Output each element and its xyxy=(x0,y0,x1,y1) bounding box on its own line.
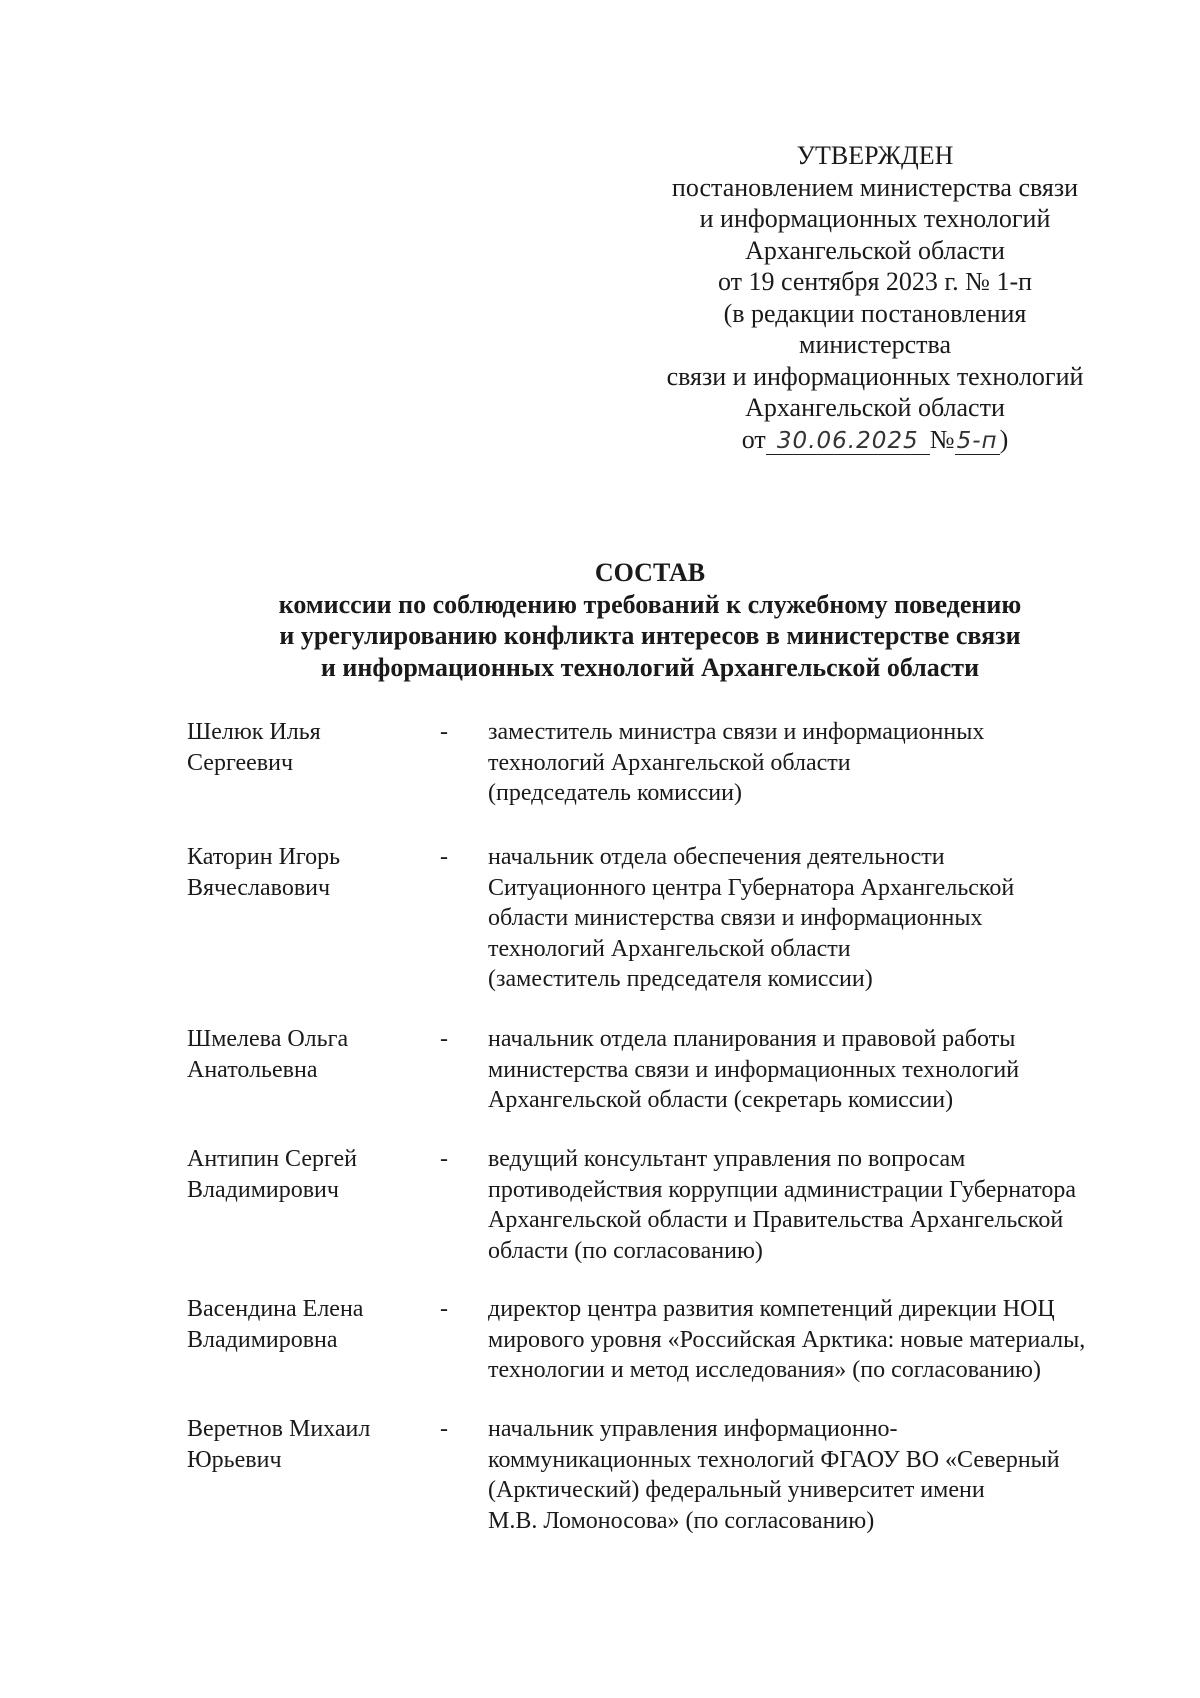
title-main: СОСТАВ xyxy=(594,558,706,587)
member-role: начальник отдела планирования и правовой работы министерства связи и информационных технологий Архангельской области (секретарь комиссии) xyxy=(488,1026,1020,1113)
document-title xyxy=(150,557,1150,683)
member-role: директор центра развития компетенций дирекции НОЦ мирового уровня «Российская Арктика: новые материалы, технологии и метод исследования» (по согласованию) xyxy=(488,1296,1086,1383)
approval-line: от 19 сентября 2023 г. № 1-п xyxy=(717,267,1033,296)
approval-line: (в редакции постановления xyxy=(723,298,1027,328)
title-line: комиссии по соблюдению требований к служебному поведению xyxy=(278,589,1022,619)
member-name: Шмелева Ольга Анатольевна xyxy=(187,1026,349,1083)
member-name: Веретнов Михаил Юрьевич xyxy=(187,1416,371,1473)
member-name: Каторин Игорь Вячеславович xyxy=(187,844,341,901)
member-dash: - xyxy=(440,1296,448,1322)
member-dash: - xyxy=(440,844,448,870)
approval-line: Архангельской области xyxy=(745,235,1005,265)
member-name: Васендина Елена Владимировна xyxy=(187,1296,364,1353)
title-line: и информационных технологий Архангельской области xyxy=(320,652,980,682)
closing-paren: ) xyxy=(999,424,1009,454)
approval-line: связи и информационных технологий xyxy=(666,361,1084,391)
member-dash: - xyxy=(440,1416,448,1442)
approval-date-line xyxy=(640,424,1110,456)
handwritten-date: 30.06.2025 xyxy=(766,428,930,455)
member-role: заместитель министра связи и информационных технологий Архангельской области (председатель комиссии) xyxy=(488,719,985,806)
member-role: ведущий консультант управления по вопросам противодействия коррупции администрации Губернатора Архангельской области и Правительства Архангельской области (по согласованию) xyxy=(488,1146,1076,1264)
handwritten-number: 5-п xyxy=(956,427,998,454)
approval-line: постановлением министерства связи xyxy=(671,172,1079,202)
approval-stamp-block xyxy=(640,140,1110,455)
title-line: и урегулированию конфликта интересов в министерстве связи xyxy=(279,621,1021,650)
member-name: Шелюк Илья Сергеевич xyxy=(187,719,321,776)
approval-date-prefix: от xyxy=(741,424,766,454)
approval-line: и информационных технологий xyxy=(699,204,1051,233)
member-dash: - xyxy=(440,1026,448,1052)
member-role: начальник управления информационно- коммуникационных технологий ФГАОУ ВО «Северный (Арктический) федеральный университет имени М.В. Ломоносова» (по согласованию) xyxy=(488,1416,1060,1534)
member-dash: - xyxy=(440,719,448,745)
approval-line: министерства xyxy=(798,330,951,359)
member-role: начальник отдела обеспечения деятельности Ситуационного центра Губернатора Архангельской области министерства связи и информационных технологий Архангельской области (заместитель председателя комиссии) xyxy=(488,844,1015,992)
member-name: Антипин Сергей Владимирович xyxy=(187,1146,358,1203)
approval-line: Архангельской области xyxy=(745,393,1005,422)
member-dash: - xyxy=(440,1146,448,1172)
number-sign: № xyxy=(929,424,955,454)
approval-heading: УТВЕРЖДЕН xyxy=(796,141,954,170)
